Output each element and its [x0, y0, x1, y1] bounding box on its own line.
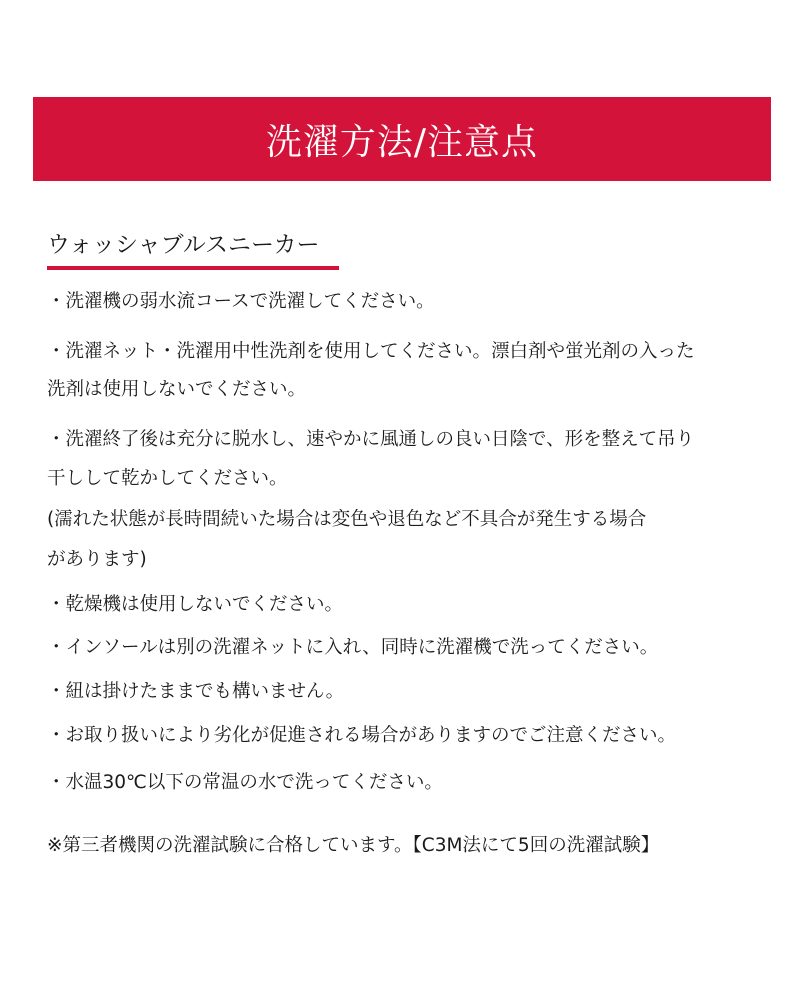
note-line: ・洗濯終了後は充分に脱水し、速やかに風通しの良い日陰で、形を整えて吊り: [47, 429, 695, 450]
note-line: 洗剤は使用しないでください。: [47, 379, 307, 400]
note-line: 干しして乾かしてください。: [47, 468, 288, 489]
header-banner: [33, 97, 771, 181]
certification-footnote: ※第三者機関の洗濯試験に合格しています。【C3M法にて5回の洗濯試験】: [47, 835, 660, 856]
section-title-underline: [47, 266, 339, 270]
note-line: ・お取り扱いにより劣化が促進される場合がありますのでご注意ください。: [47, 725, 677, 746]
note-line: (濡れた状態が長時間続いた場合は変色や退色など不具合が発生する場合: [47, 509, 647, 530]
note-line: があります): [47, 549, 147, 570]
note-line: ・洗濯機の弱水流コースで洗濯してください。: [47, 291, 435, 312]
note-line: ・紐は掛けたままでも構いません。: [47, 681, 345, 702]
note-line: ・インソールは別の洗濯ネットに入れ、同時に洗濯機で洗ってください。: [47, 637, 659, 658]
banner-title: 洗濯方法/注意点: [265, 121, 539, 163]
note-line: ・水温30℃以下の常温の水で洗ってください。: [47, 772, 443, 793]
section-title: ウォッシャブルスニーカー: [47, 232, 320, 258]
note-line: ・洗濯ネット・洗濯用中性洗剤を使用してください。漂白剤や蛍光剤の入った: [47, 341, 695, 362]
note-line: ・乾燥機は使用しないでください。: [47, 594, 344, 615]
